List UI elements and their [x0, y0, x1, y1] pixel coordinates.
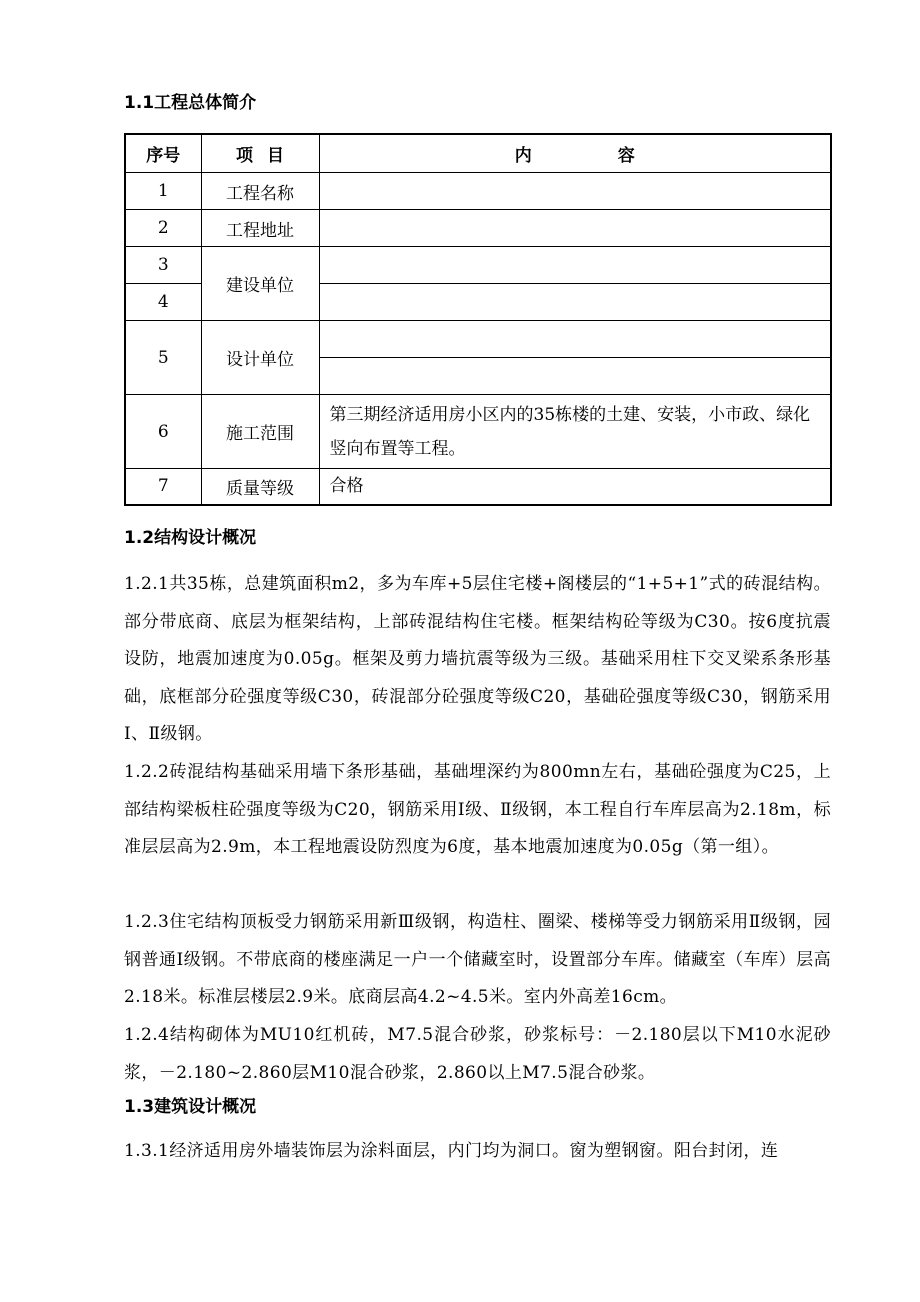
table-row	[125, 247, 831, 284]
table-row	[125, 210, 831, 247]
table-row	[125, 395, 831, 469]
paragraph-1-2-4: 1.2.4结构砌体为MU10红机砖，M7.5混合砂浆，砂浆标号：－2.180层以下M10水泥砂浆，－2.180~2.860层M10混合砂浆，2.860以上M7.5混合砂浆。	[124, 1025, 831, 1083]
paragraph-1-2-2: 1.2.2砖混结构基础采用墙下条形基础，基础埋深约为800mn左右，基础砼强度为C25，上部结构梁板柱砼强度等级为C20，钢筋采用Ⅰ级、Ⅱ级钢，本工程自行车库层高为2.18m，标准层层高为2.9m，本工程地震设防烈度为6度，基本地震加速度为0.05g（第一组）。	[124, 762, 831, 858]
row-no: 4	[125, 284, 201, 321]
row-content: 合格	[319, 469, 831, 505]
header-item-char-b: 目	[267, 146, 284, 166]
row-item: 建设单位	[201, 247, 319, 321]
row-no: 5	[125, 321, 201, 395]
row-item: 设计单位	[201, 321, 319, 395]
header-item	[201, 134, 319, 173]
header-no: 序号	[125, 134, 201, 173]
row-content	[319, 284, 831, 321]
table-row	[125, 469, 831, 505]
row-content: 第三期经济适用房小区内的35栋楼的土建、安装，小市政、绿化竖向布置等工程。	[319, 395, 831, 469]
row-no: 6	[125, 395, 201, 469]
table-row	[125, 321, 831, 358]
row-no: 2	[125, 210, 201, 247]
header-content-char-a: 内	[514, 146, 532, 166]
row-content-extra	[319, 358, 831, 395]
row-item: 工程地址	[201, 210, 319, 247]
section-heading-1-2: 1.2结构设计概况	[124, 528, 257, 548]
paragraph-1-2-3: 1.2.3住宅结构顶板受力钢筋采用新Ⅲ级钢，构造柱、圈梁、楼梯等受力钢筋采用Ⅱ级钢，园钢普通Ⅰ级钢。不带底商的楼座满足一户一个储藏室时，设置部分车库。储藏室（车库）层高2.18米。标准层楼层2.9米。底商层高4.2~4.5米。室内外高差16cm。	[124, 912, 831, 1008]
row-no: 1	[125, 173, 201, 210]
paragraph-1-2-1: 1.2.1共35栋，总建筑面积m2，多为车库+5层住宅楼+阁楼层的“1+5+1”式的砖混结构。部分带底商、底层为框架结构，上部砖混结构住宅楼。框架结构砼等级为C30。按6度抗震设防，地震加速度为0.05g。框架及剪力墙抗震等级为三级。基础采用柱下交叉梁系条形基础，底框部分砼强度等级C30，砖混部分砼强度等级C20，基础砼强度等级C30，钢筋采用Ⅰ、Ⅱ级钢。	[124, 574, 831, 745]
project-overview-table	[124, 133, 832, 506]
row-item: 质量等级	[201, 469, 319, 505]
section-heading-1-3: 1.3建筑设计概况	[124, 1097, 257, 1117]
row-content	[319, 173, 831, 210]
header-content-char-b: 容	[617, 146, 635, 166]
section-heading-1-1: 1.1工程总体简介	[124, 93, 257, 113]
row-no: 3	[125, 247, 201, 284]
table-header-row	[125, 134, 831, 173]
row-no: 7	[125, 469, 201, 505]
header-item-char-a: 项	[236, 146, 253, 166]
row-content	[319, 321, 831, 358]
paragraph-1-3-1: 1.3.1经济适用房外墙装饰层为涂料面层，内门均为洞口。窗为塑钢窗。阳台封闭，连	[124, 1141, 779, 1161]
row-item: 工程名称	[201, 173, 319, 210]
header-content	[319, 134, 831, 173]
row-item: 施工范围	[201, 395, 319, 469]
table-row	[125, 173, 831, 210]
row-content	[319, 210, 831, 247]
row-content	[319, 247, 831, 284]
